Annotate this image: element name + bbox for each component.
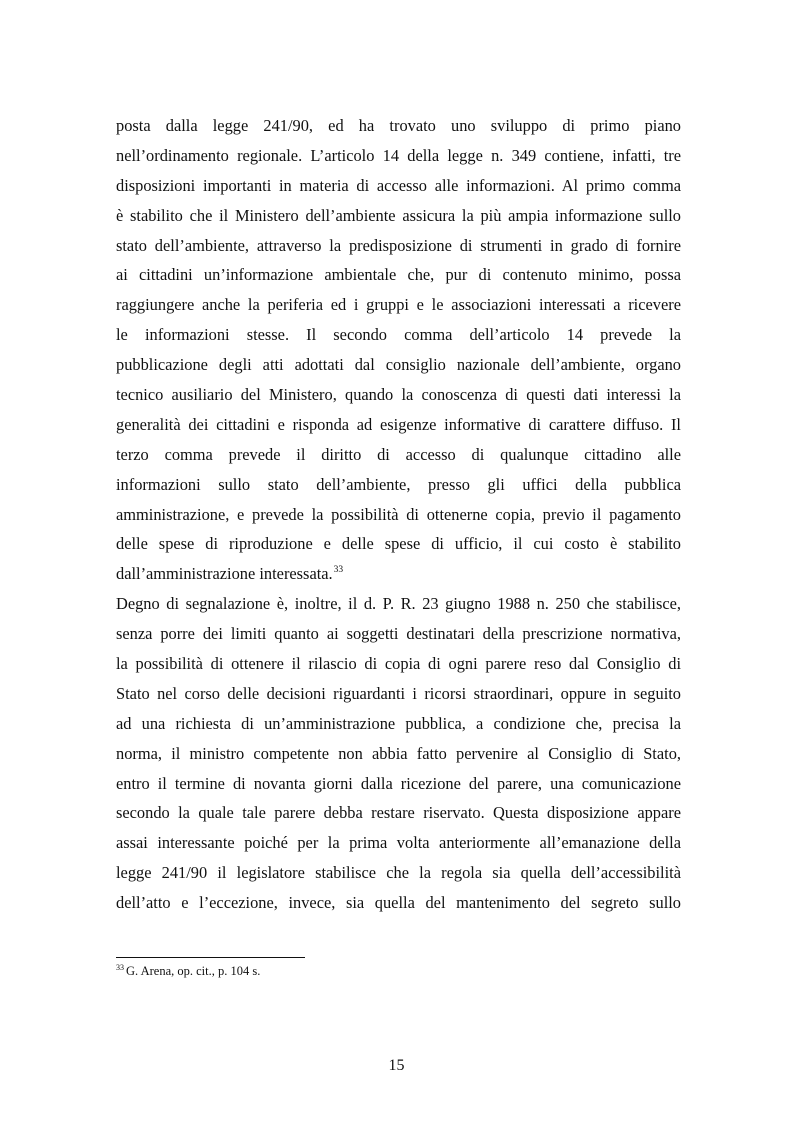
text-line [116, 559, 681, 589]
text-line: tecnico ausiliario del Ministero, quando la conoscenza di questi dati interessi la [116, 385, 681, 405]
text-line: terzo comma prevede il diritto di accesso di qualunque cittadino alle [116, 444, 681, 464]
text-line: Stato nel corso delle decisioni riguardanti i ricorsi straordinari, oppure in seguito [116, 683, 681, 703]
footnote-reference[interactable]: 33 [333, 565, 344, 576]
footnote-divider [116, 957, 305, 958]
text-line: le informazioni stesse. Il secondo comma dell’articolo 14 prevede la [116, 325, 681, 345]
text-line: secondo la quale tale parere debba restare riservato. Questa disposizione appare [116, 803, 681, 823]
paragraph-end-text: dall’amministrazione interessata. [116, 564, 333, 584]
text-line: disposizioni importanti in materia di accesso alle informazioni. Al primo comma [116, 175, 681, 195]
text-line: pubblicazione degli atti adottati dal consiglio nazionale dell’ambiente, organo [116, 355, 681, 375]
text-line: la possibilità di ottenere il rilascio di copia di ogni parere reso dal Consiglio di [116, 654, 681, 674]
text-line: raggiungere anche la periferia ed i gruppi e le associazioni interessati a ricevere [116, 295, 681, 315]
text-line: posta dalla legge 241/90, ed ha trovato uno sviluppo di primo piano [116, 116, 681, 135]
text-line: assai interessante poiché per la prima volta anteriormente all’emanazione della [116, 833, 681, 853]
text-line: amministrazione, e prevede la possibilità di ottenerne copia, previo il pagamento [116, 504, 681, 524]
text-line: dell’atto e l’eccezione, invece, sia quella del mantenimento del segreto sullo [116, 893, 681, 913]
text-line: delle spese di riproduzione e delle spese di ufficio, il cui costo è stabilito [116, 534, 681, 554]
text-line: nell’ordinamento regionale. L’articolo 14 della legge n. 349 contiene, infatti, tre [116, 145, 681, 165]
text-line: stato dell’ambiente, attraverso la predisposizione di strumenti in grado di fornire [116, 235, 681, 255]
page-number: 15 [388, 1057, 405, 1074]
text-line: è stabilito che il Ministero dell’ambiente assicura la più ampia informazione sullo [116, 205, 681, 225]
text-line: informazioni sullo stato dell’ambiente, presso gli uffici della pubblica [116, 474, 681, 494]
text-line: senza porre dei limiti quanto ai soggetti destinatari della prescrizione normativa, [116, 624, 681, 644]
text-line: ad una richiesta di un’amministrazione pubblica, a condizione che, precisa la [116, 713, 681, 733]
footnote-text: G. Arena, op. cit., p. 104 s. [126, 964, 261, 978]
text-line: generalità dei cittadini e risponda ad esigenze informative di carattere diffuso. Il [116, 414, 681, 434]
text-line: ai cittadini un’informazione ambientale che, pur di contenuto minimo, possa [116, 265, 681, 285]
footnote [116, 963, 260, 979]
footnote-number: 33 [116, 963, 124, 972]
text-line: norma, il ministro competente non abbia fatto pervenire al Consiglio di Stato, [116, 743, 681, 763]
text-line: entro il termine di novanta giorni dalla ricezione del parere, una comunicazione [116, 773, 681, 793]
text-line: Degno di segnalazione è, inoltre, il d. P. R. 23 giugno 1988 n. 250 che stabilisce, [116, 594, 681, 614]
body-text [116, 111, 681, 918]
text-line: legge 241/90 il legislatore stabilisce che la regola sia quella dell’accessibilità [116, 863, 681, 883]
